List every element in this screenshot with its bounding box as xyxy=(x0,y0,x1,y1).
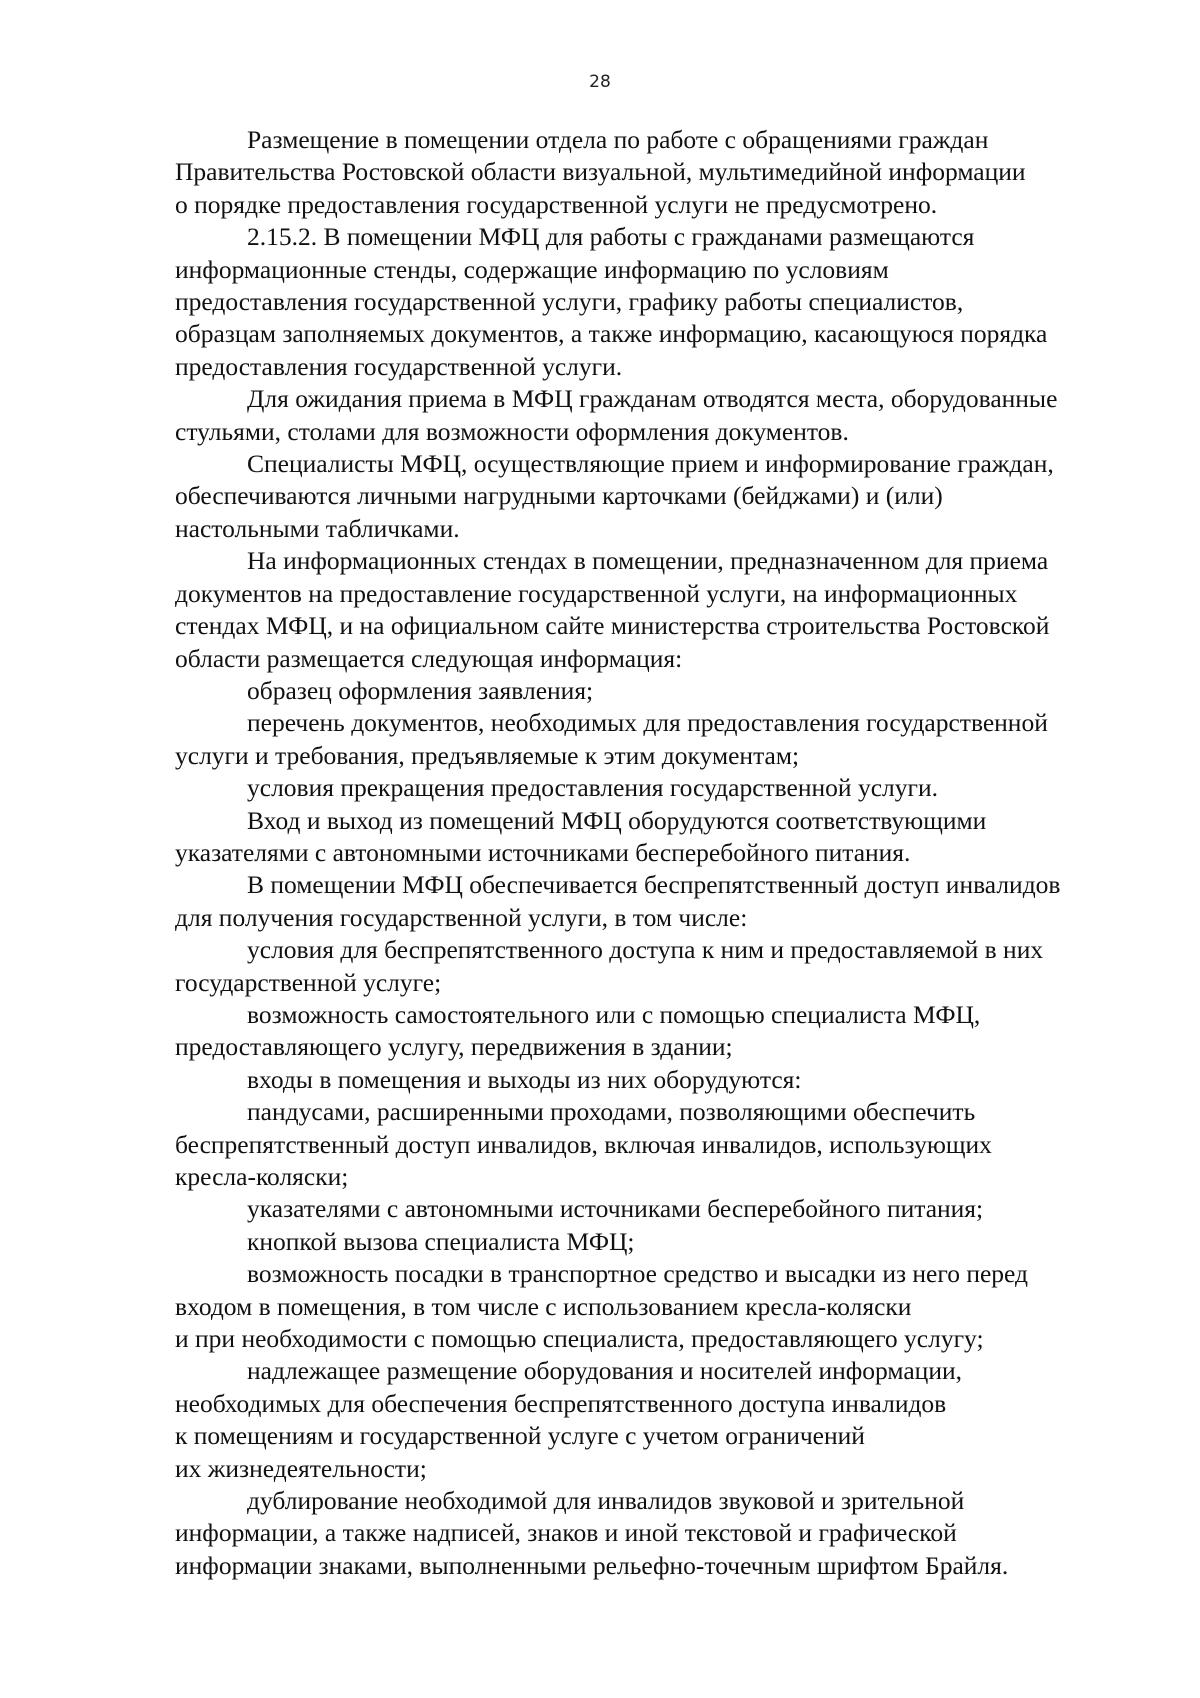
list-item: условия для беспрепятственного доступа к ним и предоставляемой в них государственной услуге; xyxy=(175,935,1044,997)
paragraph: В помещении МФЦ обеспечивается беспрепятственный доступ инвалидов для получения государственной услуги, в том числе: xyxy=(175,870,1061,932)
paragraph: Специалисты МФЦ, осуществляющие прием и информирование граждан, обеспечиваются личными нагрудными карточками (бейджами) и (или) настольными табличками. xyxy=(175,449,1054,543)
page-number: 28 xyxy=(589,72,611,92)
document-body xyxy=(175,124,1145,1582)
paragraph: На информационных стендах в помещении, предназначенном для приема документов на предоставление государственной услуги, на информационных стендах МФЦ, и на официальном сайте министерства строительства Ростовской области размещается следующая информация: xyxy=(175,546,1050,673)
paragraph: 2.15.2. В помещении МФЦ для работы с гражданами размещаются информационные стенды, содержащие информацию по условиям предоставления государственной услуги, графику работы специалистов, образцам заполняемых документов, а также информацию, касающуюся порядка предоставления государственной услуги. xyxy=(175,222,1048,381)
list-item: возможность посадки в транспортное средство и высадки из него перед входом в помещения, в том числе с использованием кресла-коляски и при необходимости с помощью специалиста, предоставляющего услугу; xyxy=(175,1259,1028,1354)
list-item: условия прекращения предоставления государственной услуги. xyxy=(247,773,938,803)
list-item: пандусами, расширенными проходами, позволяющими обеспечить беспрепятственный доступ инвалидов, включая инвалидов, использующих кресла-коляски; xyxy=(175,1097,992,1191)
paragraph: Для ожидания приема в МФЦ гражданам отводятся места, оборудованные стульями, столами для возможности оформления документов. xyxy=(175,384,1058,446)
list-item: надлежащее размещение оборудования и носителей информации, необходимых для обеспечения беспрепятственного доступа инвалидов к помещениям и государственной услуге с учетом ограничений их жизнедеятельности; xyxy=(175,1356,962,1483)
list-item: возможность самостоятельного или с помощью специалиста МФЦ, предоставляющего услугу, передвижения в здании; xyxy=(175,999,981,1062)
list-item: входы в помещения и выходы из них оборудуются: xyxy=(247,1064,802,1094)
paragraph: Вход и выход из помещений МФЦ оборудуются соответствующими указателями с автономными источниками бесперебойного питания. xyxy=(175,805,987,867)
list-item: дублирование необходимой для инвалидов звуковой и зрительной информации, а также надписей, знаков и иной текстовой и графической информации знаками, выполненными рельефно-точечным шрифтом Брайля. xyxy=(175,1486,1009,1580)
list-item: перечень документов, необходимых для предоставления государственной услуги и требования, предъявляемые к этим документам; xyxy=(175,708,1048,770)
list-item: образец оформления заявления; xyxy=(247,675,594,705)
paragraph: Размещение в помещении отдела по работе с обращениями граждан Правительства Ростовской области визуальной, мультимедийной информации о порядке предоставления государственной услуги не предусмотрено. xyxy=(175,125,1026,219)
list-item: указателями с автономными источниками бесперебойного питания; xyxy=(247,1194,984,1224)
list-item: кнопкой вызова специалиста МФЦ; xyxy=(247,1226,635,1256)
